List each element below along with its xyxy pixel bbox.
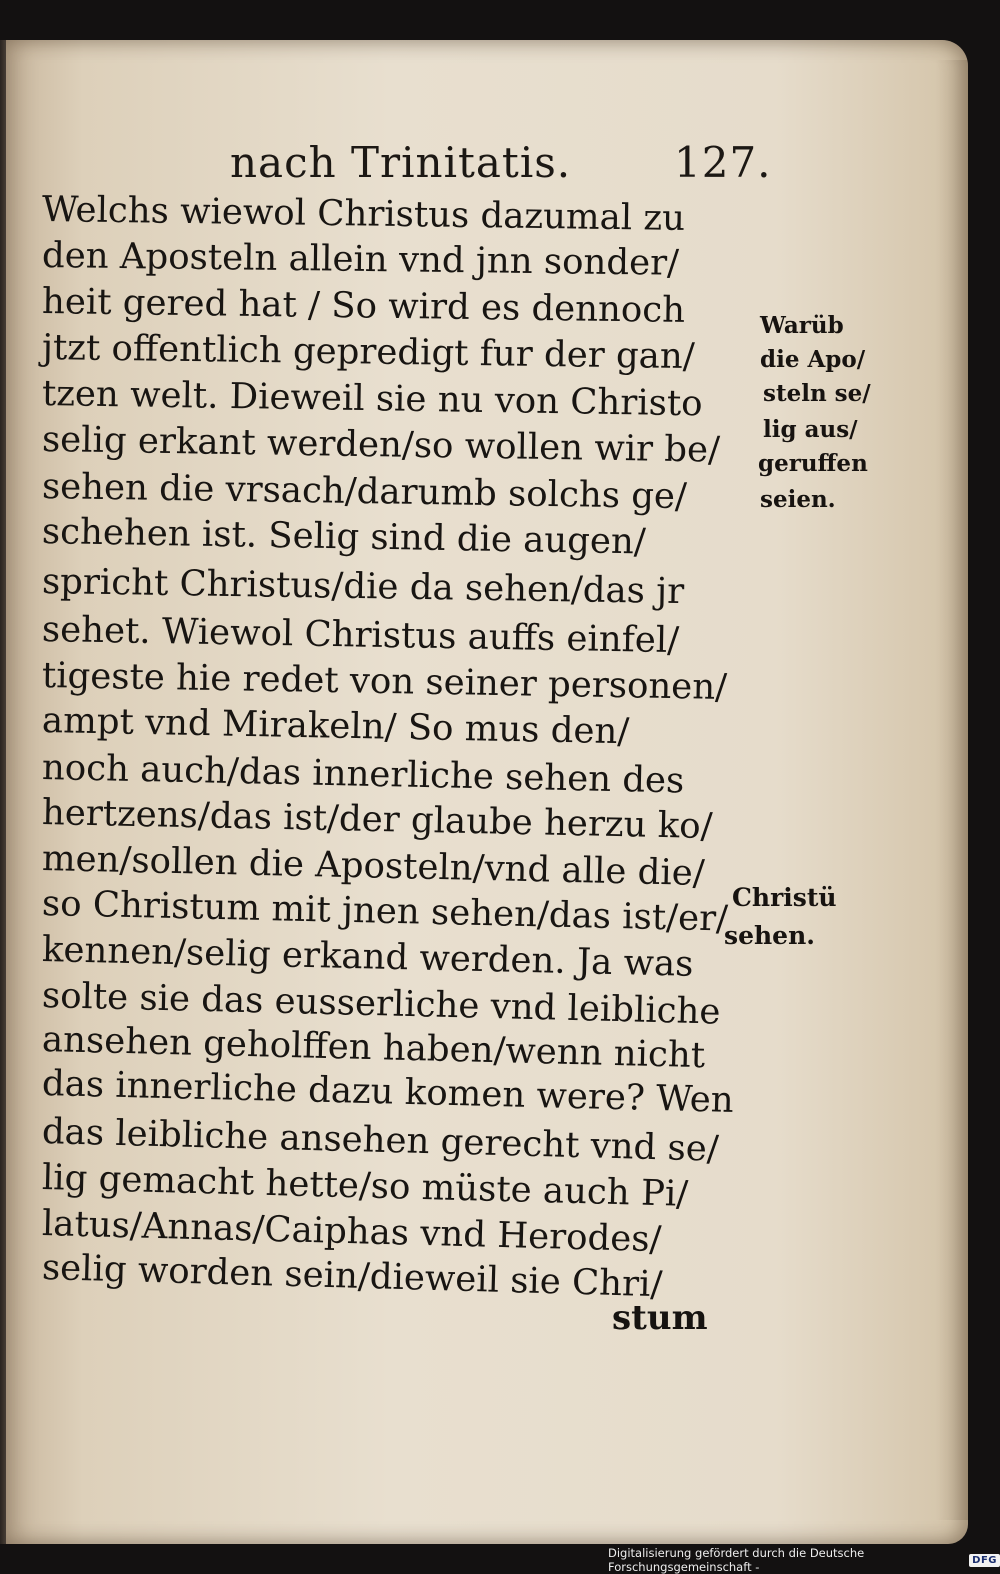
text-line: sehet. Wiewol Christus auffs einfel/ — [41, 609, 680, 662]
text-line: das leibliche ansehen gerecht vnd se/ — [41, 1111, 720, 1170]
marginal-line: geruffen — [758, 450, 868, 477]
catchword: stum — [612, 1298, 708, 1338]
marginal-line: seien. — [760, 486, 836, 513]
text-line: sehen die vrsach/darumb solchs ge/ — [41, 466, 688, 518]
text-line: lig gemacht hette/so müste auch Pi/ — [41, 1157, 689, 1215]
marginal-line: lig aus/ — [763, 416, 858, 443]
text-line: hertzens/das ist/der glaube herzu ko/ — [41, 792, 714, 848]
running-head-title: nach Trinitatis. — [230, 138, 572, 187]
text-line: selig erkant werden/so wollen wir be/ — [41, 419, 721, 471]
text-line: selig worden sein/dieweil sie Chri/ — [41, 1247, 663, 1306]
text-line: so Christum mit jnen sehen/das ist/er/ — [41, 883, 729, 940]
marginal-line: die Apo/ — [760, 346, 866, 373]
text-line: tigeste hie redet von seiner personen/ — [41, 655, 728, 708]
page-number: 127. — [674, 138, 772, 187]
text-line: spricht Christus/die da sehen/das jr — [41, 561, 685, 613]
digitization-footer — [608, 1546, 1000, 1574]
text-line: solte sie das eusserliche vnd leibliche — [41, 975, 721, 1033]
dfg-logo: DFG — [969, 1554, 1000, 1567]
page-edge-shadow — [935, 60, 968, 1520]
text-line: tzen welt. Dieweil sie nu von Christo — [41, 373, 703, 425]
footer-credit: Digitalisierung gefördert durch die Deutsche Forschungsgemeinschaft - — [608, 1546, 865, 1574]
text-line: ampt vnd Mirakeln/ So mus den/ — [41, 700, 630, 753]
text-line: Welchs wiewol Christus dazumal zu — [41, 189, 686, 239]
text-line: das innerliche dazu komen were? Wen — [41, 1063, 735, 1121]
marginal-line: sehen. — [724, 921, 815, 950]
text-line: heit gered hat / So wird es dennoch — [41, 281, 686, 331]
text-line: den Aposteln allein vnd jnn sonder/ — [41, 235, 680, 284]
text-line: kennen/selig erkand werden. Ja was — [41, 929, 694, 985]
marginal-line: Christü — [732, 883, 837, 912]
text-line: schehen ist. Selig sind die augen/ — [41, 511, 647, 563]
text-line: ansehen geholffen haben/wenn nicht — [41, 1019, 706, 1077]
marginal-line: steln se/ — [763, 380, 871, 407]
running-head — [230, 138, 772, 190]
marginal-line: Warüb — [760, 312, 844, 339]
text-line: noch auch/das innerliche sehen des — [41, 747, 685, 802]
text-line: men/sollen die Aposteln/vnd alle die/ — [41, 838, 706, 895]
text-line: latus/Annas/Caiphas vnd Herodes/ — [41, 1203, 662, 1261]
text-line: jtzt offentlich gepredigt fur der gan/ — [41, 327, 695, 378]
